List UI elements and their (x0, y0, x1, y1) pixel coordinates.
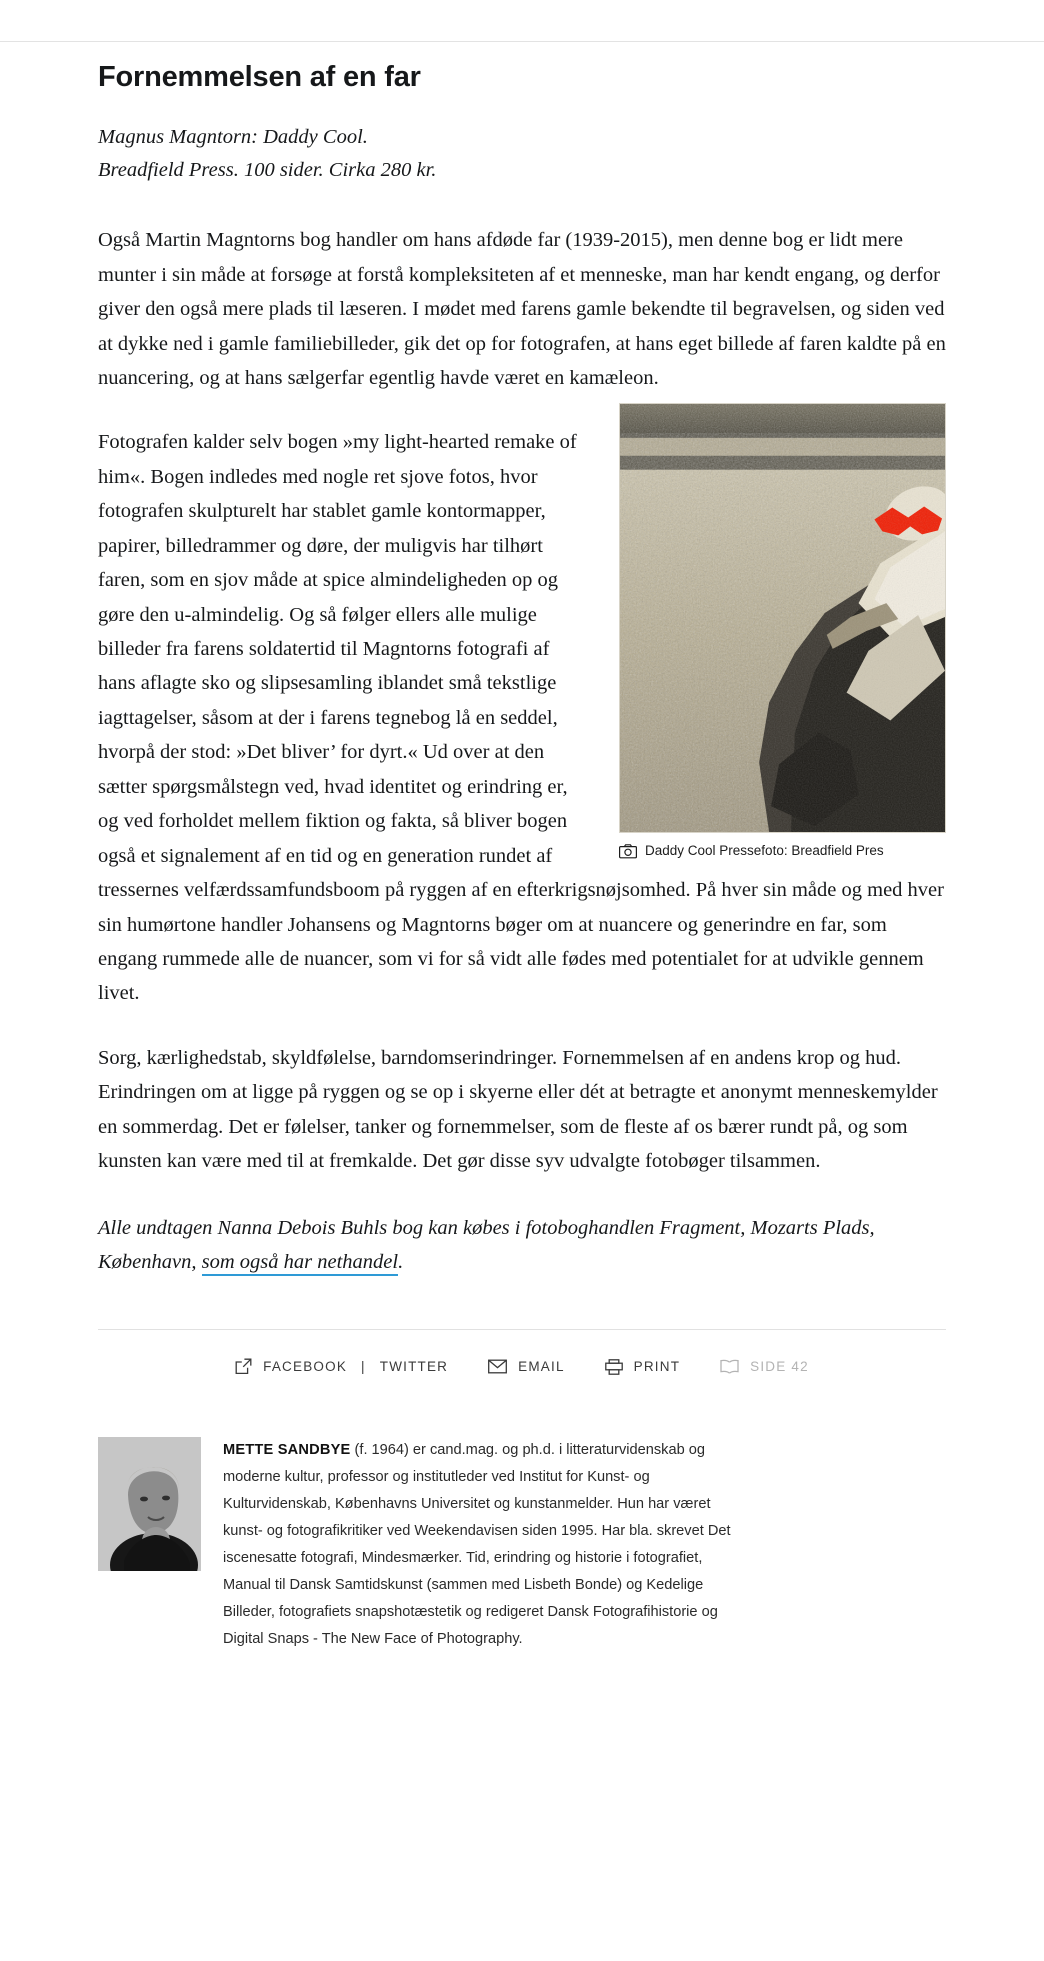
book-icon (720, 1359, 739, 1374)
book-info-line-1: Magnus Magntorn: Daddy Cool. (98, 125, 368, 148)
share-divider (98, 1329, 946, 1330)
page-title: Fornemmelsen af en far (98, 61, 421, 93)
figure-caption (619, 842, 946, 860)
author-bio-text (223, 1437, 743, 1653)
print-button[interactable] (605, 1359, 681, 1375)
paragraph-1: Også Martin Magntorns bog handler om hans afdøde far (1939-2015), men denne bog er lidt mere munter i sin måde at forsøge at forstå kompleksiteten af et menneske, man har kendt engang, og derfor giver den også mere plads til læseren. I mødet med farens gamle bekendte til begravelsen, og siden ved at dykke ned i gamle familiebilleder, gik det op for fotografen, at hans eget billede af faren kaldte på en nuancering, og at hans sælgerfar egentlig havde været en kamæleon. (98, 229, 946, 389)
article-content (0, 60, 1044, 1693)
author-bio-block (98, 1437, 946, 1693)
paragraph-3: Sorg, kærlighedstab, skyldfølelse, barndomserindringer. Fornemmelsen af en andens krop og hud. Erindringen om at ligge på ryggen og se op i skyerne eller dét at betragte et anonymt menneskemylder en sommerdag. Det er følelser, tanker og fornemmelser, som de fleste af os bærer rundt på, og som kunsten kan være med til at fremkalde. Det gør disse syv udvalgte fotobøger tilsammen. (98, 1046, 938, 1173)
closing-text-before: Alle undtagen Nanna Debois Buhls bog kan købes i fotoboghandlen Fragment, Mozarts Plads, København, (98, 1216, 875, 1274)
external-link-icon (235, 1358, 252, 1375)
author-bio-body: (f. 1964) er cand.mag. og ph.d. i litteraturvidenskab og moderne kultur, professor og institutleder ved Institut for Kunst- og Kulturvidenskab, Københavns Universitet og kunstanmelder. Hun har været kunst- og fotografikritiker ved Weekendavisen siden 1995. Har bla. skrevet Det iscenesatte fotografi, Mindesmærker. Tid, erindring og historie i fotografiet, Manual til Dansk Samtidskunst (sammen med Lisbeth Bonde) og Kedelige Billeder, fotografiets snapshotæstetik og redigeret Dansk Fotografihistorie og Digital Snaps - The New Face of Photography. (223, 1442, 731, 1648)
share-social-group[interactable] (235, 1358, 448, 1375)
author-name: METTE SANDBYE (223, 1442, 351, 1459)
closing-text-after: . (398, 1251, 404, 1274)
share-facebook-label[interactable]: FACEBOOK (263, 1359, 348, 1375)
page-reference (720, 1359, 809, 1374)
share-email-label[interactable]: EMAIL (518, 1359, 565, 1375)
share-separator: | (361, 1359, 366, 1375)
share-twitter-label[interactable]: TWITTER (379, 1359, 449, 1375)
share-bar (98, 1358, 946, 1375)
author-avatar (98, 1437, 201, 1571)
book-info-line-2: Breadfield Press. 100 sider. Cirka 280 kr. (98, 159, 437, 181)
camera-icon (619, 844, 637, 859)
page-reference-label: SIDE 42 (750, 1359, 809, 1375)
closing-note (98, 1211, 946, 1280)
webshop-link[interactable]: som også har nethandel (202, 1251, 398, 1276)
print-label[interactable]: PRINT (633, 1359, 681, 1375)
book-info (98, 121, 946, 187)
figure-caption-text: Daddy Cool Pressefoto: Breadfield Pres (645, 843, 884, 859)
article-photo (619, 403, 946, 833)
article-page (0, 41, 1044, 1693)
article-figure (619, 403, 946, 860)
paragraph-2: Fotografen kalder selv bogen »my light-hearted remake of him«. Bogen indledes med nogle ret sjove fotos, hvor fotografen skulpturelt har stablet gamle kontormapper, papirer, billedrammer og døre, der muligvis har tilhørt faren, som en sjov måde at spice almindeligheden op og gøre den u-almindelig. Og så følger ellers alle mulige billeder fra farens soldatertid til Magntorns fotografi af hans aflagte sko og slipsesamling iblandet små tekstlige iagttagelser, såsom at der i farens tegnebog lå en seddel, hvorpå der stod: »Det bliver’ for dyrt.« Ud over at den sætter spørgsmålstegn ved, hvad identitet og erindring er, og ved forholdet mellem fiktion og fakta, så bliver bogen også et signalement af en tid og en generation rundet af tressernes velfærdssamfundsboom på ryggen af en efterkrigsnøjsomhed. På hver sin måde og med hver sin humørtone handler Johansens og Magntorns bøger om at nuancere og generindre en far, som engang rummede alle de nuancer, som vi for så vidt alle fødes med potentialet for at udvikle gennem livet. (98, 431, 944, 1005)
envelope-icon (488, 1359, 507, 1374)
printer-icon (605, 1359, 623, 1375)
share-email-button[interactable] (488, 1359, 565, 1374)
top-divider (0, 41, 1044, 42)
